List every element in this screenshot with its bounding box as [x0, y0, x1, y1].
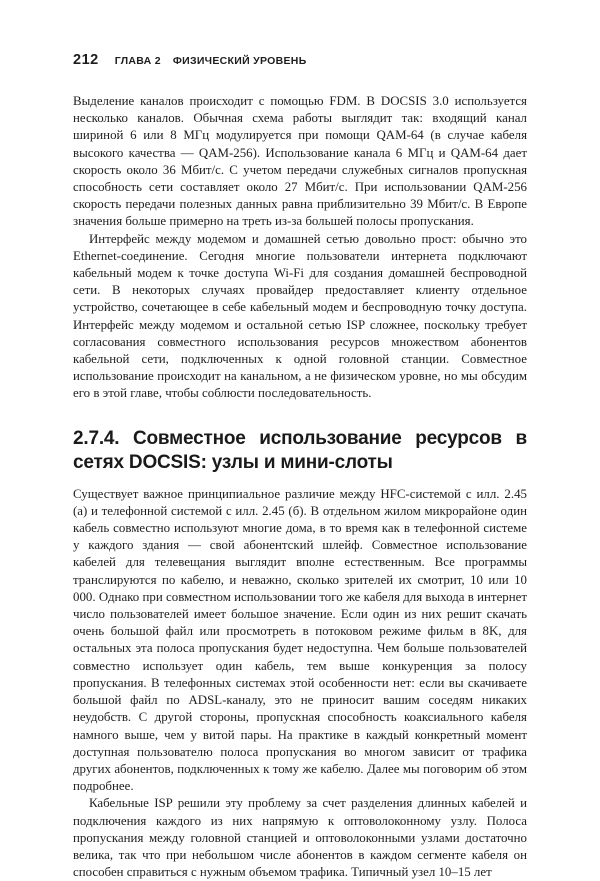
- paragraph: Интерфейс между модемом и домашней сетью довольно прост: обычно это Ethernet-соединение. Сегодня многие пользователи интернета подключают кабельный модем к точке доступа Wi-Fi для создания домашней беспроводной сети. В некоторых случаях провайдер предоставляет клиенту отдельное устройство, сочетающее в себе кабельный модем и беспроводную точку доступа. Интерфейс между модемом и остальной сетью ISP сложнее, поскольку требует согласования совместного использования ресурсов множеством абонентов кабельной сети, подключенных к одной головной станции. Совместное использование происходит на канальном, а не физическом уровне, но мы обсудим его в этой главе, чтобы соблюсти последовательность.: [73, 231, 527, 401]
- page-number: 212: [73, 52, 99, 68]
- paragraph: Существует важное принципиальное различие между HFC-системой с илл. 2.45 (а) и телефонной системой с илл. 2.45 (б). В отдельном жилом микрорайоне один кабель совместно используют многие дома, в то время как в телефонной системе у каждого здания — свой абонентский шлейф. Совместное использование кабелей для телевещания выглядит вполне естественным. Все программы транслируются по кабелю, и неважно, сколько зрителей их смотрит, 10 или 10 000. Однако при совместном использовании того же кабеля для выхода в интернет число пользователей имеет большое значение. Если один из них решит скачать очень большой файл или просмотреть в потоковом режиме фильм в 8K, для остальных эта полоса пропускания будет недоступна. Чем больше пользователей совместно использует один кабель, тем выше конкуренция за полосу пропускания. В телефонных системах этой особенности нет: если вы скачиваете большой файл по ADSL-каналу, это не приносит вашим соседям никаких неудобств. С другой стороны, пропускная способность коаксиального кабеля намного выше, чем у витой пары. На практике в каждый конкретный момент доступная пользователю полоса пропускания во многом зависит от трафика других абонентов, подключенных к тому же кабелю. Далее мы поговорим об этом подробнее.: [73, 486, 527, 794]
- chapter-title: ФИЗИЧЕСКИЙ УРОВЕНЬ: [172, 55, 307, 67]
- running-header: [73, 52, 560, 68]
- chapter-label: ГЛАВА 2: [114, 55, 161, 67]
- section-heading: 2.7.4. Совместное использование ресурсов в сетях DOCSIS: узлы и мини-слоты: [73, 427, 527, 473]
- paragraph: Выделение каналов происходит с помощью FDM. В DOCSIS 3.0 используется несколько каналов. Обычная схема работы выглядит так: входящий канал шириной 6 или 8 МГц модулируется при помощи QAM-64 (в случае кабеля высокого качества — QAM-256). Использование канала 6 МГц и QAM-64 дает скорость около 36 Мбит/с. С учетом передачи служебных сигналов пропускная способность сети составляет около 27 Мбит/с. При использовании QAM-256 скорость передачи полезных данных равна приблизительно 39 Мбит/с. В Европе значения больше примерно на треть из-за большей полосы пропускания.: [73, 94, 527, 229]
- page-body: [73, 93, 527, 881]
- paragraph: Кабельные ISP решили эту проблему за счет разделения длинных кабелей и подключения каждого из них напрямую к оптоволоконному узлу. Полоса пропускания между головной станцией и оптоволоконными узлами достаточно велика, так что при небольшом числе абонентов в каждом сегменте кабеля он способен справиться с нужным объемом трафика. Типичный узел 10–15 лет: [73, 796, 527, 880]
- running-title: [115, 55, 307, 67]
